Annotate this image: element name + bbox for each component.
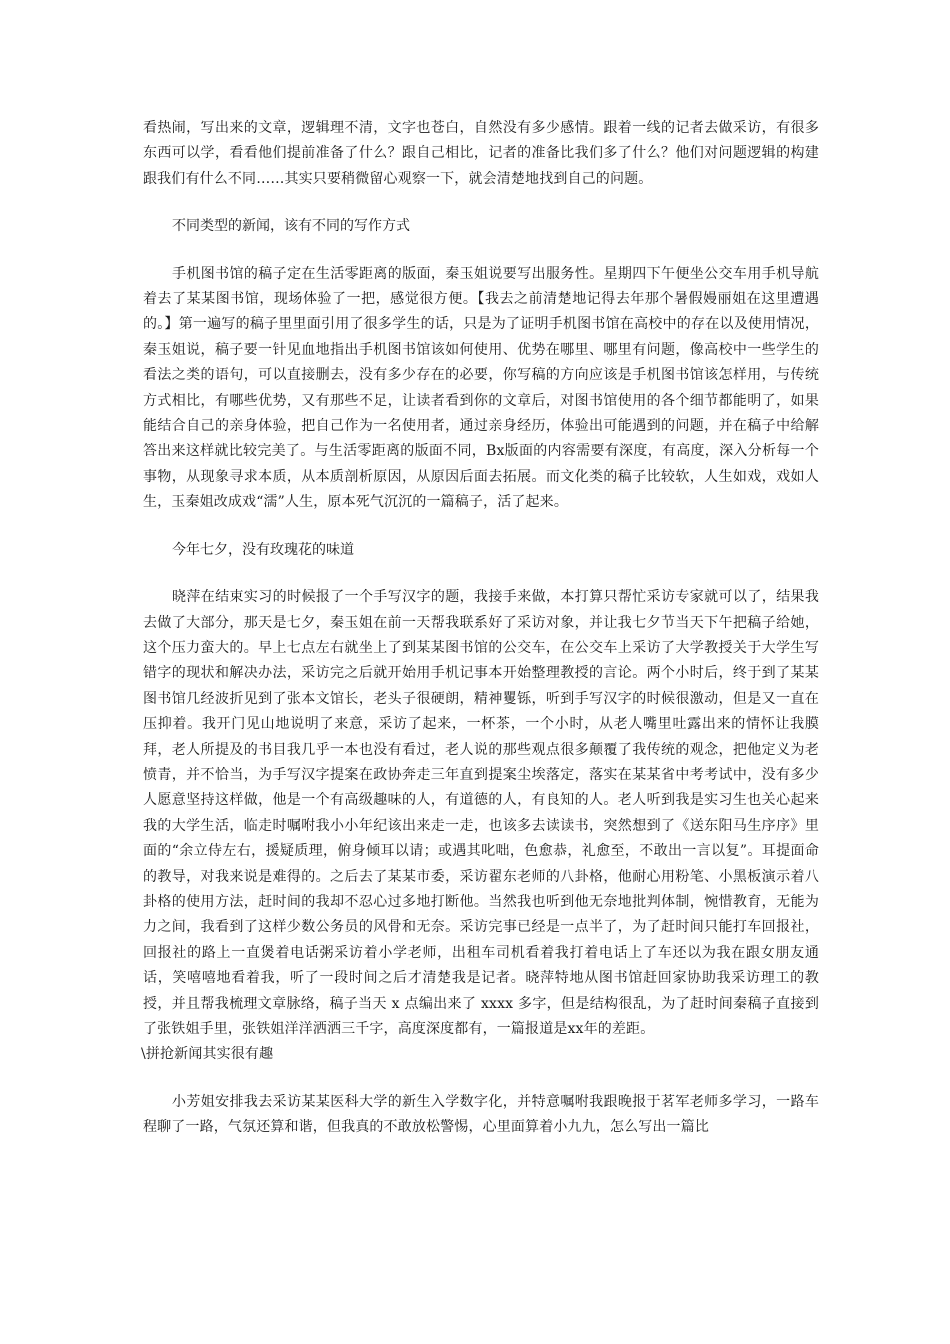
section-heading-writing-styles: 不同类型的新闻，该有不同的写作方式 <box>172 218 410 235</box>
section-heading-news-race: \拼抢新闻其实很有趣 <box>141 1046 274 1063</box>
paragraph-mobile-library: 手机图书馆的稿子定在生活零距离的版面，秦玉姐说要写出服务性。星期四下午便坐公交车用手机导航着去了某某图书馆，现场体验了一把，感觉很方便。【我去之前清楚地记得去年那个暑假嫚丽姐在这里遭遇的。】第一遍写的稿子里里面引用了很多学生的话，只是为了证明手机图书馆在高校中的存在以及使用情况，秦玉姐说，稿子要一针见血地指出手机图书馆该如何使用、优势在哪里、哪里有问题，像高校中一些学生的看法之类的语句，可以直接删去，没有多少存在的必要，你写稿的方向应该是手机图书馆该怎样用，与传统方式相比，有哪些优势，又有那些不足，让读者看到你的文章后，对图书馆使用的各个细节都能明了，如果能结合自己的亲身体验，把自己作为一名使用者，通过亲身经历，体验出可能遇到的问题，并在稿子中给解答出来这样就比较完美了。与生活零距离的版面不同，Bx版面的内容需要有深度，有高度，深入分析每一个事物，从现象寻求本质，从本质剖析原因，从原因后面去拓展。而文化类的稿子比较软，人生如戏，戏如人生，玉秦姐改成戏“濡”人生，原本死气沉沉的一篇稿子，活了起来。 <box>143 265 819 511</box>
paragraph-handwriting-story: 晓萍在结束实习的时候报了一个手写汉字的题，我接手来做，本打算只帮忙采访专家就可以了，结果我去做了大部分，那天是七夕，秦玉姐在前一天帮我联系好了采访对象，并让我七夕节当天下午把稿子给她，这个压力蛮大的。早上七点左右就坐上了到某某图书馆的公交车，在公交车上采访了大学教授关于大学生写错字的现状和解决办法，采访完之后就开始用手机记事本开始整理教授的言论。两个小时后，终于到了某某图书馆几经波折见到了张本文馆长，老头子很硬朗，精神矍铄，听到手写汉字的时候很激动，但是又一直在压抑着。我开门见山地说明了来意，采访了起来，一杯茶，一个小时，从老人嘴里吐露出来的情怀让我膜拜，老人所提及的书目我几乎一本也没有看过，老人说的那些观点很多颠覆了我传统的观念，把他定义为老愤青，并不恰当，为手写汉字提案在政协奔走三年直到提案尘埃落定，落实在某某省中考考试中，没有多少人愿意坚持这样做，他是一个有高级趣味的人，有道德的人，有良知的人。老人听到我是实习生也关心起来我的大学生活，临走时嘱咐我小小年纪该出来走一走，也该多去读读书，突然想到了《送东阳马生序序》里面的“余立侍左右，援疑质理，俯身倾耳以请；或遇其叱咄，色愈恭，礼愈至，不敢出一言以复”。耳提面命的教导，对我来说是难得的。之后去了某某市委，采访翟东老师的八卦格，他耐心用粉笔、小黑板演示着八卦格的使用方法，赶时间的我却不忍心过多地打断他。当然我也听到他无奈地批判体制，惋惜教育，无能为力之间，我看到了这样少数公务员的风骨和无奈。采访完事已经是一点半了，为了赶时间只能打车回报社，回报社的路上一直煲着电话粥采访着小学老师，出租车司机看着我打着电话上了车还以为我在跟女朋友通话，笑嘻嘻地看着我，听了一段时间之后才清楚我是记者。晓萍特地从图书馆赶回家协助我采访理工的教授，并且帮我梳理文章脉络，稿子当天 x 点编出来了 xxxx 多字，但是结构很乱，为了赶时间秦稿子直接到了张铁姐手里，张铁姐洋洋洒洒三千字，高度深度都有，一篇报道是xx年的差距。 <box>143 589 819 1037</box>
paragraph-medical-university: 小芳姐安排我去采访某某医科大学的新生入学数字化，并特意嘱咐我跟晚报于茗军老师多学习，一路车程聊了一路，气氛还算和谐，但我真的不敢放松警惕，心里面算着小九九，怎么写出一篇比 <box>143 1093 819 1136</box>
document-page <box>143 116 819 1141</box>
paragraph-intro: 看热闹，写出来的文章，逻辑理不清，文字也苍白，自然没有多少感情。跟着一线的记者去做采访，有很多东西可以学，看看他们提前准备了什么？跟自己相比，记者的准备比我们多了什么？他们对问题逻辑的构建跟我们有什么不同……其实只要稍微留心观察一下，就会清楚地找到自己的问题。 <box>143 120 819 187</box>
section-heading-qixi: 今年七夕，没有玫瑰花的味道 <box>172 541 354 558</box>
